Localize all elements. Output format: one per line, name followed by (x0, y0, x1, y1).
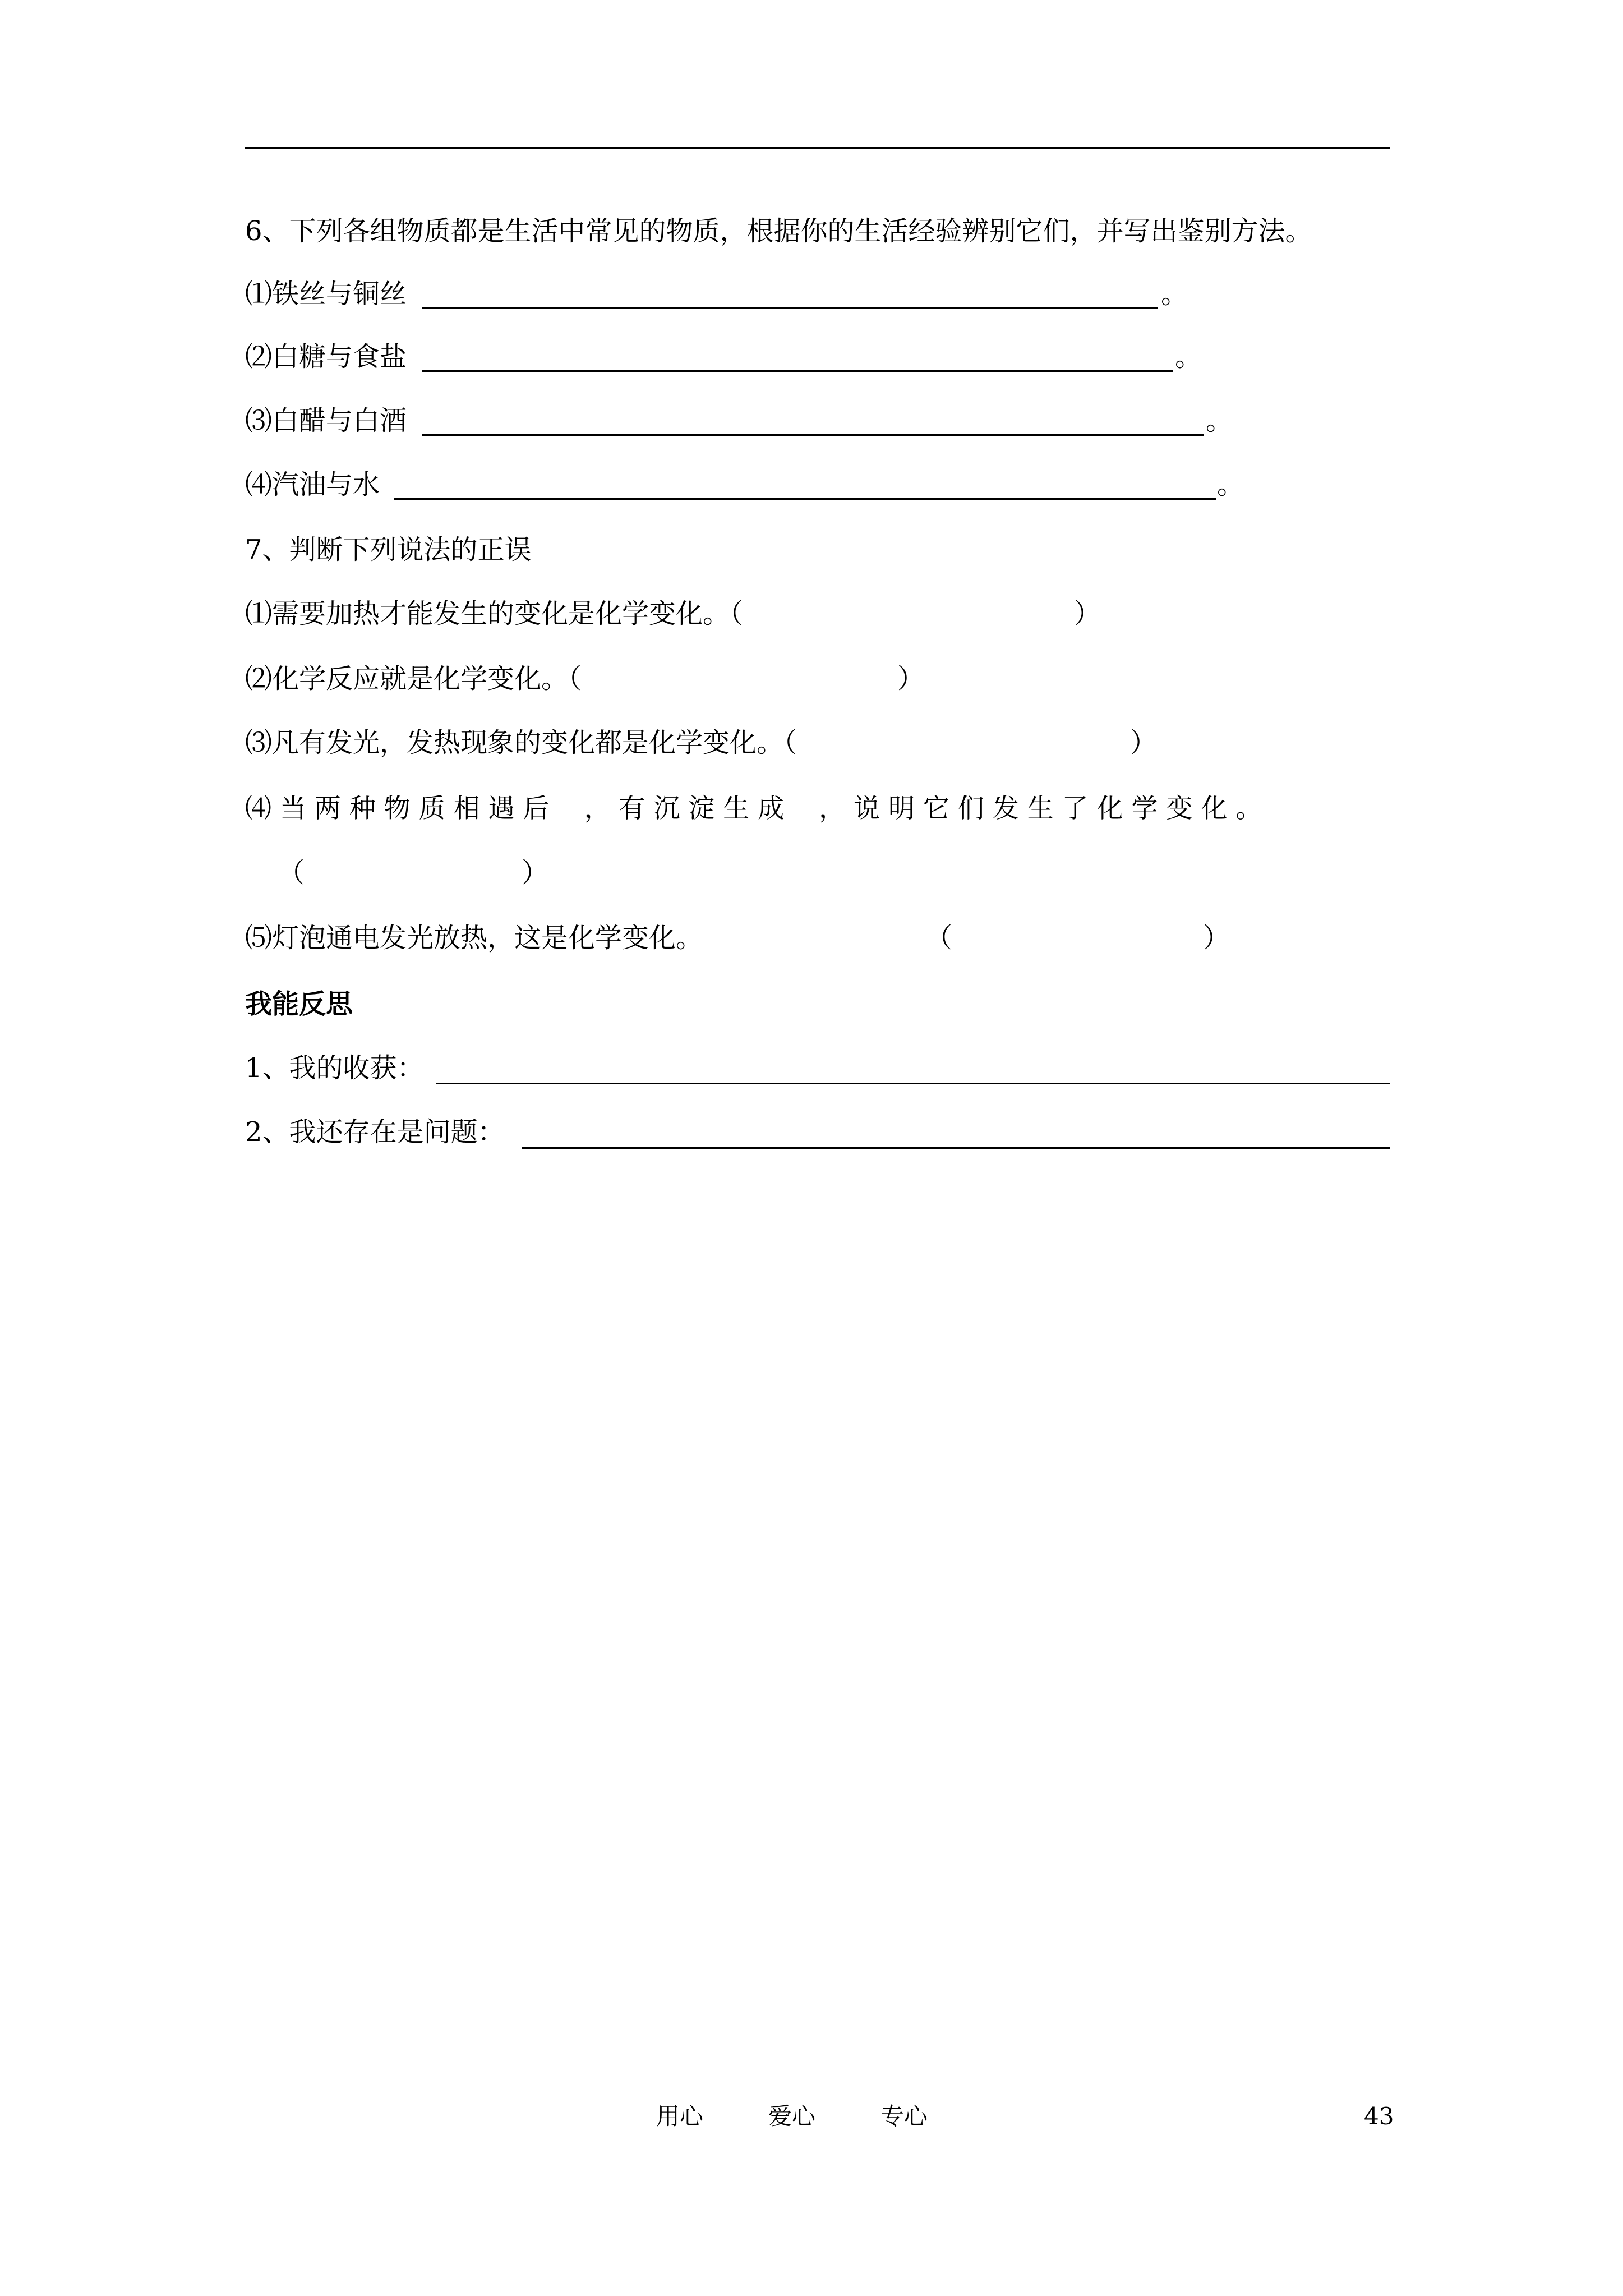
q7-title: 7、判断下列说法的正误 (245, 534, 532, 565)
q7-item-3-text: ⑶凡有发光，发热现象的变化都是化学变化。（ (245, 727, 797, 758)
q7-item-2-text: ⑵化学反应就是化学变化。（ (245, 663, 582, 694)
q7-item-4-text: ⑷ 当 两 种 物 质 相 遇 后 ， 有 沉 淀 生 成 ， 说 明 它 们 发 生 了 化 学 变 化 。 (245, 793, 1262, 824)
q6-item-4-period: 。 (1217, 469, 1244, 500)
q6-item-1-answer-blank[interactable] (422, 307, 1158, 309)
q7-item-3-answer-close: ） (1130, 727, 1158, 758)
q7-item-5-text: ⑸灯泡通电发光放热，这是化学变化。 (245, 922, 703, 954)
q7-item-4-answer-close: ） (522, 857, 549, 889)
q6-item-3-label: ⑶白醋与白酒 (245, 405, 407, 436)
header-rule (245, 147, 1390, 149)
q7-item-2-answer-close: ） (897, 663, 925, 694)
q6-item-2-period: 。 (1175, 341, 1202, 372)
q6-item-2-label: ⑵白糖与食盐 (245, 341, 407, 372)
q7-item-1-text: ⑴需要加热才能发生的变化是化学变化。（ (245, 598, 744, 629)
footer-motto-1: 用心 (656, 2102, 704, 2130)
q7-item-5-answer-open: （ (925, 922, 953, 954)
q6-item-4-label: ⑷汽油与水 (245, 469, 380, 500)
q7-item-5-answer-close: ） (1203, 922, 1230, 954)
footer-motto-2: 爱心 (768, 2102, 816, 2130)
q6-item-4-answer-blank[interactable] (394, 498, 1216, 500)
q7-item-1-answer-close: ） (1074, 598, 1101, 629)
reflect-item-2-answer-blank[interactable] (522, 1147, 1390, 1149)
q6-title: 6、下列各组物质都是生活中常见的物质，根据你的生活经验辨别它们，并写出鉴别方法。 (245, 215, 1312, 247)
reflect-heading: 我能反思 (245, 988, 353, 1020)
reflect-item-1-label: 1、我的收获： (245, 1052, 424, 1084)
q6-item-2-answer-blank[interactable] (422, 370, 1173, 372)
footer-motto-3: 专心 (880, 2102, 928, 2130)
q6-item-1-period: 。 (1161, 278, 1188, 310)
reflect-item-2-label: 2、我还存在是问题： (245, 1116, 505, 1148)
q6-item-3-period: 。 (1206, 405, 1233, 436)
reflect-item-1-answer-blank[interactable] (436, 1083, 1390, 1084)
page-number: 43 (1364, 2102, 1394, 2130)
q6-item-1-label: ⑴铁丝与铜丝 (245, 278, 407, 310)
q6-item-3-answer-blank[interactable] (422, 434, 1204, 436)
q7-item-4-answer-open: （ (278, 857, 305, 889)
